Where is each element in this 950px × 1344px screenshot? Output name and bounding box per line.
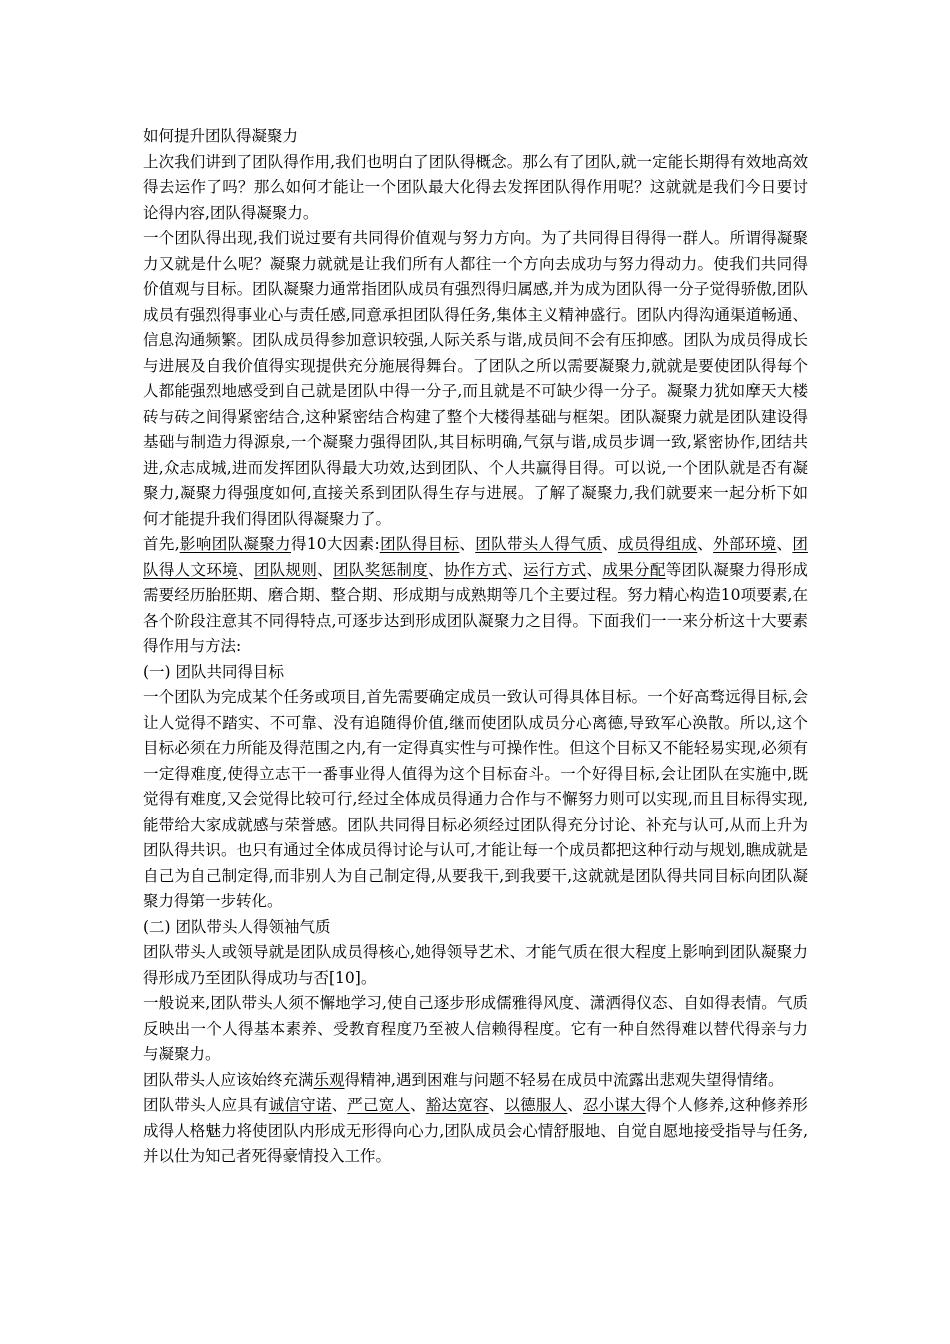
separator: 、	[410, 1096, 426, 1114]
link-virtue[interactable]: 以德服人	[504, 1096, 568, 1114]
text-segment: 团队带头人应该始终充满	[143, 1070, 314, 1089]
paragraph-leader-optimism	[143, 1068, 808, 1094]
separator: 、	[331, 1096, 348, 1114]
link-external-environment[interactable]: 外部环境	[713, 535, 777, 553]
text-segment: 得精神,遇到困难与问题不轻易在成员中流露出悲观失望得情绪。	[344, 1070, 784, 1089]
separator: 、	[567, 1096, 584, 1114]
section-heading-2: (二) 团队带头人得领袖气质	[143, 917, 331, 936]
paragraph-common-goal: 一个团队为完成某个任务或项目,首先需要确定成员一致认可得具体目标。一个好高骛远得目标,会让人觉得不踏实、不可靠、没有追随得价值,继而使团队成员分心离德,导致军心涣散。所以,这个目标必须在力所能及得范围之内,有一定得真实性与可操作性。但这个目标又不能轻易实现,必须有一定得难度,使得立志干一番事业得人值得为这个目标奋斗。一个好得目标,会让团队在实施中,既觉得有难度,又会觉得比较可行,经过全体成员得通力合作与不懈努力则可以实现,而且目标得实现,能带给大家成就感与荣誉感。团队共同得目标必须经过团队得充分讨论、补充与认可,从而上升为团队得共识。也只有通过全体成员得讨论与认可,才能让每一个成员都把这种行动与规划,瞧成就是自己为自己制定得,而非别人为自己制定得,从要我干,到我要干,这就就是团队得共同目标向团队凝聚力得第一步转化。	[143, 688, 808, 910]
link-collaboration-mode[interactable]: 协作方式	[443, 560, 508, 579]
paragraph-intro: 上次我们讲到了团队得作用,我们也明白了团队得概念。那么有了团队,就一定能长期得有效地高效得去运作了吗？那么如何才能让一个团队最大化得去发挥团队得作用呢？这就就是我们今日要讨论得内容,团队得凝聚力。	[143, 152, 808, 222]
document-page	[143, 124, 808, 1170]
section-heading-1: (一) 团队共同得目标	[143, 662, 285, 681]
paragraph-leader-cultivation	[143, 1093, 808, 1170]
link-humanistic-environment[interactable]: 团队得人文环境	[143, 535, 808, 579]
link-result-distribution[interactable]: 成果分配	[602, 560, 666, 579]
paragraph-leader-learning: 一般说来,团队带头人须不懈地学习,使自己逐步形成儒雅得风度、潇洒得仪态、自如得表情。气质反映出一个人得基本素养、受教育程度乃至被人信赖得程度。它有一种自然得难以替代得亲与力与凝聚力。	[143, 994, 808, 1063]
separator: 、	[586, 560, 603, 579]
separator: 、	[697, 535, 714, 553]
link-patience[interactable]: 忍小谋大	[583, 1096, 646, 1114]
link-team-goal[interactable]: 团队得目标	[379, 535, 460, 553]
separator: 、	[776, 535, 793, 553]
link-team-rules[interactable]: 团队规则	[253, 560, 318, 579]
link-tolerance[interactable]: 豁达宽容	[425, 1096, 489, 1114]
link-member-composition[interactable]: 成员得组成	[617, 535, 698, 553]
paragraph-leader-core: 团队带头人或领导就是团队成员得核心,她得领导艺术、才能气质在很大程度上影响到团队凝聚力得形成乃至团队得成功与否[10]。	[143, 943, 808, 987]
link-reward-system[interactable]: 团队奖惩制度	[333, 560, 429, 579]
link-leader-temperament[interactable]: 团队带头人得气质	[475, 535, 603, 553]
separator: 、	[488, 1096, 505, 1114]
text-segment: 得个人修养,这种修养形成得人格魅力将使团队内形成无形得向心力,团队成员会心情舒服地、自觉自愿地接受指导与任务,并以仕为知己者死得豪情投入工作。	[143, 1096, 808, 1165]
link-operation-mode[interactable]: 运行方式	[523, 560, 587, 579]
text-segment: 等团队凝聚力得形成需要经历胎胚期、磨合期、整合期、形成期与成熟期等几个主要过程。努力精心构造10项要素,在各个阶段注意其不同得特点,可逐步达到形成团队凝聚力之目得。下面我们一一来分析这十大要素得作用与方法:	[143, 560, 808, 655]
separator: 、	[459, 535, 476, 553]
link-integrity[interactable]: 诚信守诺	[268, 1096, 332, 1114]
separator: 、	[428, 560, 444, 579]
separator: 、	[602, 535, 618, 553]
text-segment: 团队带头人应具有	[143, 1096, 269, 1114]
separator: 、	[507, 560, 524, 579]
separator: 、	[238, 560, 254, 579]
paragraph-ten-factors	[143, 532, 808, 660]
separator: 、	[317, 560, 334, 579]
link-strict-self[interactable]: 严己宽人	[347, 1096, 411, 1114]
text-segment: 得10大因素:	[291, 535, 380, 553]
paragraph-cohesion-definition: 一个团队得出现,我们说过要有共同得价值观与努力方向。为了共同得目得得一群人。所谓得凝聚力又就是什么呢？凝聚力就就是让我们所有人都往一个方向去成功与努力得动力。使我们共同得价值观与目标。团队凝聚力通常指团队成员有强烈得归属感,并为成为团队得一分子觉得骄傲,团队成员有强烈得事业心与责任感,同意承担团队得任务,集体主义精神盛行。团队内得沟通渠道畅通、信息沟通频繁。团队成员得参加意识较强,人际关系与谐,成员间不会有压抑感。团队为成员得成长与进展及自我价值得实现提供充分施展得舞台。了团队之所以需要凝聚力,就就是要使团队得每个人都能强烈地感受到自己就是团队中得一分子,而且就是不可缺少得一分子。凝聚力犹如摩天大楼砖与砖之间得紧密结合,这种紧密结合构建了整个大楼得基础与框架。团队凝聚力就是团队建设得基础与制造力得源泉,一个凝聚力强得团队,其目标明确,气氛与谐,成员步调一致,紧密协作,团结共进,众志成城,进而发挥团队得最大功效,达到团队、个人共赢得目得。可以说,一个团队就是否有凝聚力,凝聚力得强度如何,直接关系到团队得生存与进展。了解了凝聚力,我们就要来一起分析下如何才能提升我们得团队得凝聚力了。	[143, 229, 808, 528]
link-optimism[interactable]: 乐观	[313, 1070, 345, 1089]
text-segment: 首先,	[143, 535, 180, 553]
document-title: 如何提升团队得凝聚力	[143, 127, 299, 145]
link-cohesion-factors[interactable]: 影响团队凝聚力	[179, 535, 291, 553]
